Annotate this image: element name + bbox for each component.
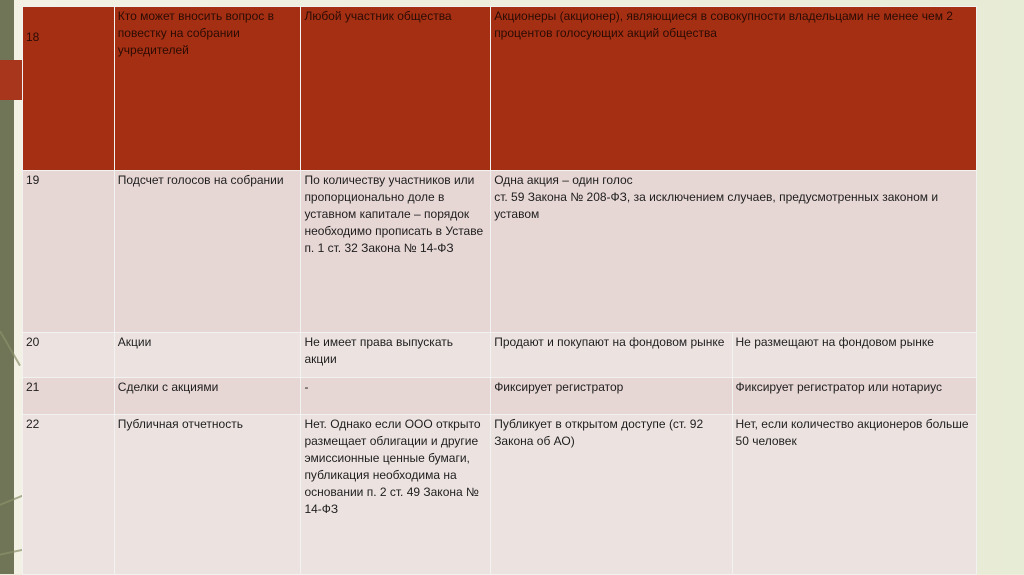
row-number: 20 xyxy=(23,333,115,378)
row-topic: Подсчет голосов на собрании xyxy=(114,171,301,333)
table-row xyxy=(23,7,977,171)
ao-nonpublic-cell: Нет, если количество акционеров больше 50 человек xyxy=(732,415,976,575)
ao-nonpublic-cell: Фиксирует регистратор или нотариус xyxy=(732,378,976,415)
ao-nonpublic-cell: Не размещают на фондовом рынке xyxy=(732,333,976,378)
row-number: 18 xyxy=(23,7,115,171)
ooo-law-ref: п. 1 ст. 32 Закона № 14-ФЗ xyxy=(304,241,454,255)
table-row xyxy=(23,171,977,333)
ooo-cell xyxy=(301,171,491,333)
ao-cell xyxy=(491,171,977,333)
table-row xyxy=(23,415,977,575)
ao-cell: Акционеры (акционер), являющиеся в совокупности владельцами не менее чем 2 процентов голосующих акций общества xyxy=(491,7,977,171)
ooo-cell: Не имеет права выпускать акции xyxy=(301,333,491,378)
ao-public-cell: Фиксирует регистратор xyxy=(491,378,732,415)
row-topic: Кто может вносить вопрос в повестку на собрании учредителей xyxy=(114,7,301,171)
table-row xyxy=(23,378,977,415)
ao-public-cell: Публикует в открытом доступе (ст. 92 Закона об АО) xyxy=(491,415,732,575)
row-topic: Сделки с акциями xyxy=(114,378,301,415)
ooo-cell: Нет. Однако если ООО открыто размещает облигации и другие эмиссионные ценные бумаги, публикация необходима на основании п. 2 ст. 49 Закона № 14-ФЗ xyxy=(301,415,491,575)
left-accent-block xyxy=(0,60,22,100)
row-number: 21 xyxy=(23,378,115,415)
ao-text: Одна акция – один голос xyxy=(494,173,633,187)
ooo-cell: - xyxy=(301,378,491,415)
row-topic: Публичная отчетность xyxy=(114,415,301,575)
ao-law-ref: ст. 59 Закона № 208-ФЗ, за исключением случаев, предусмотренных законом и уставом xyxy=(494,190,939,221)
ao-public-cell: Продают и покупают на фондовом рынке xyxy=(491,333,732,378)
table-row xyxy=(23,333,977,378)
row-number: 19 xyxy=(23,171,115,333)
row-number: 22 xyxy=(23,415,115,575)
row-topic: Акции xyxy=(114,333,301,378)
comparison-table xyxy=(22,6,977,575)
ooo-cell: Любой участник общества xyxy=(301,7,491,171)
ooo-text: По количеству участников или пропорционально доле в уставном капитале – порядок необходимо прописать в Уставе xyxy=(304,173,484,238)
